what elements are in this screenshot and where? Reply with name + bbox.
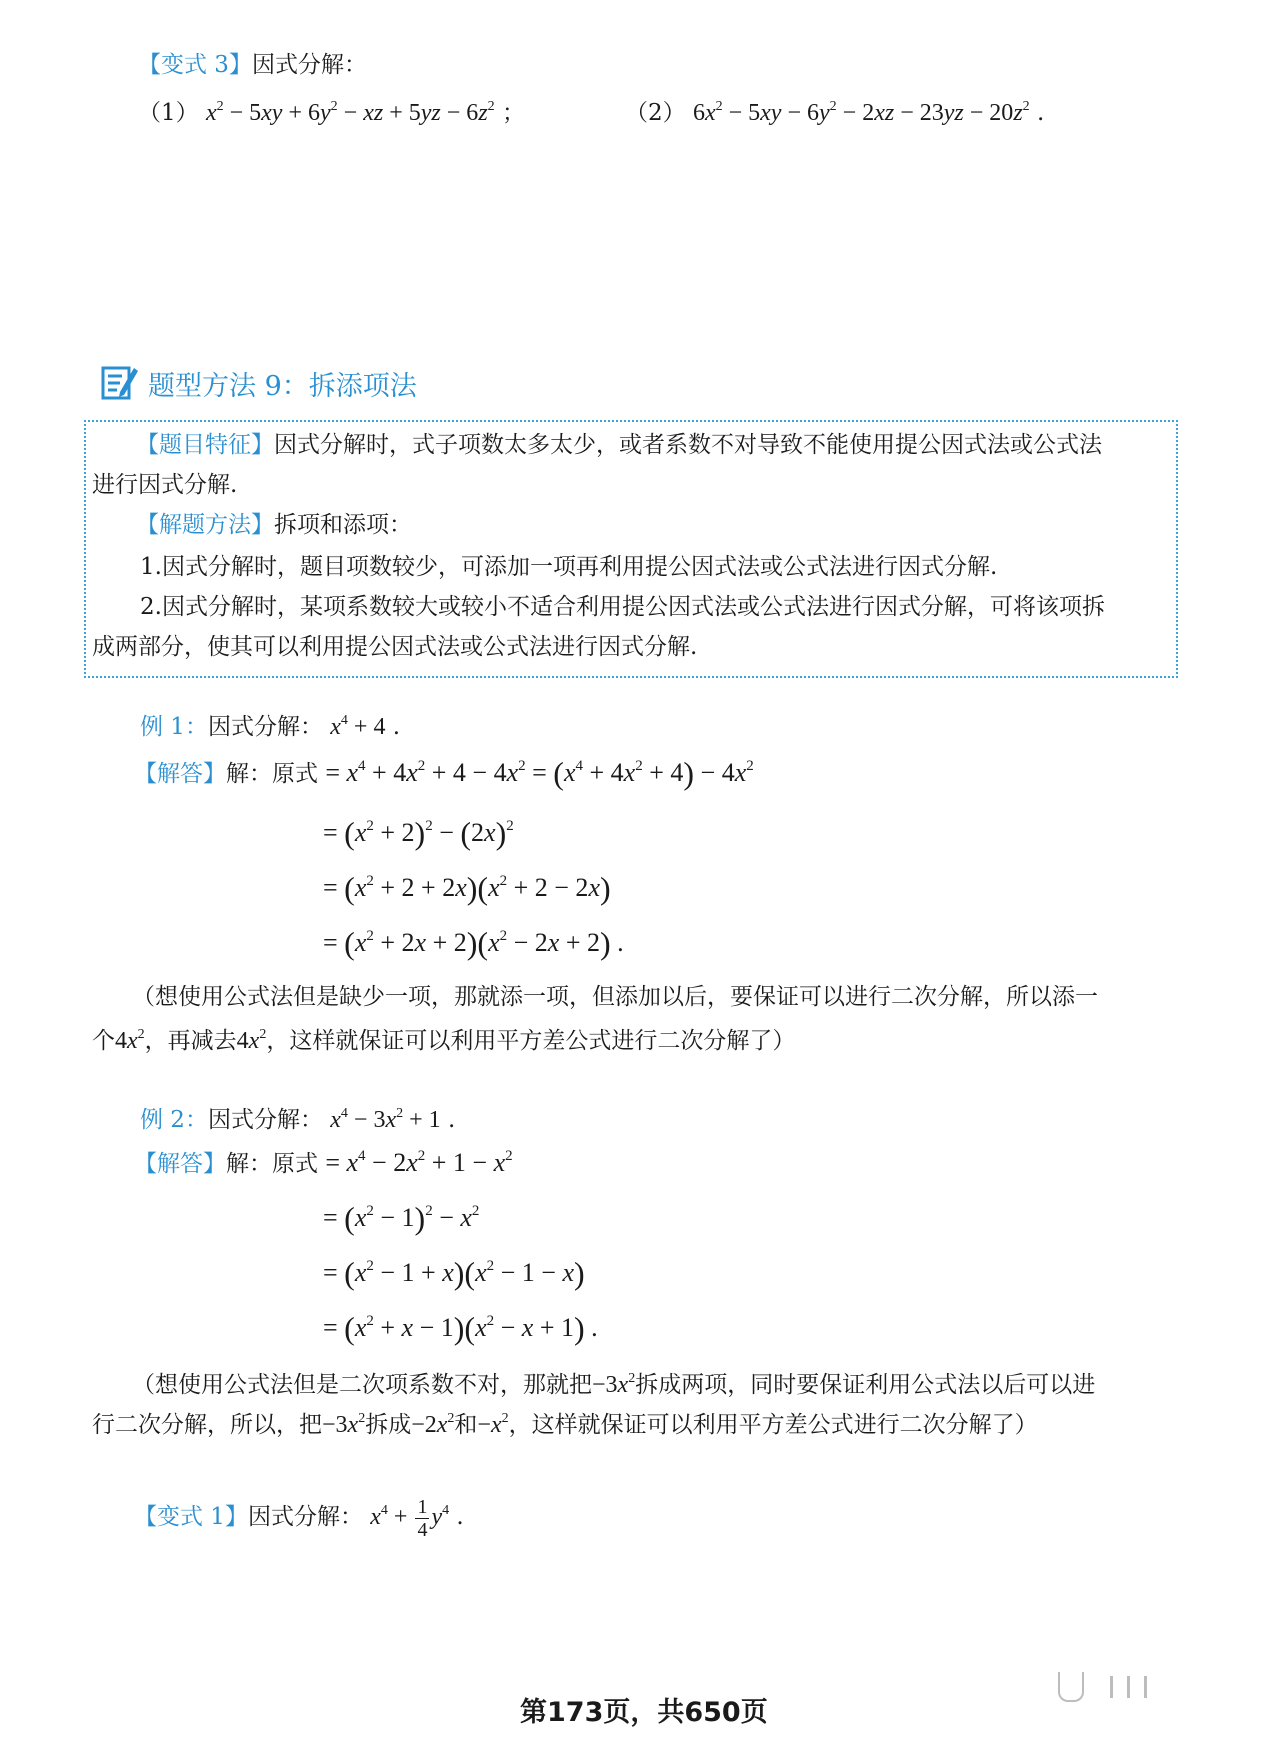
example2-note-d: 拆成 [365, 1412, 412, 1438]
variant3-problem-2: （2） $6x^2 - 5xy - 6y^2 - 2xz - 23yz - 20z^2$ . [625, 99, 1045, 126]
example1-note-term1: $4x^2$ [115, 1027, 145, 1054]
example1-note-term2: $4x^2$ [236, 1027, 267, 1054]
example2-note-c: 行二次分解，所以，把 [92, 1412, 322, 1438]
example2-answer-line [134, 1148, 513, 1179]
example2-note-a: （想使用公式法但是二次项系数不对，那就把 [132, 1372, 592, 1398]
example1-note-line2 [92, 1026, 795, 1056]
example2-prompt: 因式分解： [207, 1107, 323, 1133]
example2-formula: $x^4 - 3x^2 + 1$ [330, 1106, 441, 1133]
example1-step-0: = $x^4 + 4x^2 + 4 - 4x^2 = (x^4 + 4x^2 + 4) - 4x^2$ [325, 755, 754, 791]
method-line [136, 510, 412, 540]
example2-note-term1: $-3x^2$ [592, 1371, 636, 1398]
example2-note-line2 [92, 1410, 1038, 1440]
example2-heading: 例 2：因式分解： $x^4 - 3x^2 + 1$ . [140, 1106, 456, 1133]
example2-answer-tag: 【解答】 [134, 1151, 226, 1177]
example1-answer-lead: 解：原式 [226, 761, 318, 787]
variant1-tag: 【变式 1】 [134, 1504, 248, 1531]
example1-answer-tag: 【解答】 [134, 761, 226, 787]
variant3-heading [138, 50, 367, 80]
example2-step-3: = $(x^2 + x - 1)(x^2 - x + 1)$ . [323, 1310, 598, 1346]
example2-note-term3: $-2x^2$ [411, 1411, 455, 1438]
variant3-title: 因式分解： [251, 52, 367, 78]
variant3-p1-label: （1） [138, 100, 199, 126]
fraction-one-quarter: $\frac{1}{4}$ [417, 1496, 428, 1541]
example2-tag: 例 2： [140, 1107, 208, 1133]
edit-note-icon [100, 362, 140, 406]
example1-tag: 例 1： [140, 714, 208, 740]
example1-note-a: 个 [92, 1028, 115, 1054]
variant3-p2-label: （2） [625, 100, 686, 126]
example1-note-line1: （想使用公式法但是缺少一项，那就添一项，但添加以后，要保证可以进行二次分解，所以添一 [132, 984, 1098, 1010]
method-point-2-line1: 2.因式分解时，某项系数较大或较小不适合利用提公因式法或公式法进行因式分解，可将该项拆 [140, 594, 1105, 620]
variant3-tag: 【变式 3】 [138, 52, 252, 78]
section-title: 题型方法 9：拆添项法 [148, 371, 417, 402]
example1-note-c: ，这样就保证可以利用平方差公式进行二次分解了） [266, 1028, 796, 1054]
feature-tag: 【题目特征】 [136, 432, 274, 458]
variant1-line: 【变式 1】因式分解： $x^4$ + $\frac{1}{4}$ $y^4$ . [134, 1496, 464, 1541]
page-strip-icon [1110, 1676, 1161, 1702]
variant3-p2-formula: $6x^2 - 5xy - 6y^2 - 2xz - 23yz - 20z^2$ [692, 99, 1030, 126]
example2-step-0: = $x^4 - 2x^2 + 1 - x^2$ [325, 1148, 513, 1177]
example2-answer-lead: 解：原式 [226, 1151, 318, 1177]
variant1-formula: $x^4$ + $\frac{1}{4}$ $y^4$ [370, 1496, 450, 1541]
example2-note-b: 拆成两项，同时要保证利用公式法以后可以进 [635, 1372, 1096, 1398]
example2-note-line1 [132, 1370, 1095, 1400]
feature-line-1 [136, 430, 1102, 460]
variant1-prompt: 因式分解： [247, 1504, 363, 1531]
example1-step-2: = $(x^2 + 2 + 2x)(x^2 + 2 - 2x)$ [323, 870, 611, 906]
feature-text-2: 进行因式分解. [92, 472, 238, 498]
method-point-1: 1.因式分解时，题目项数较少，可添加一项再利用提公因式法或公式法进行因式分解. [140, 554, 998, 580]
variant3-problem-1: （1） $x^2 - 5xy + 6y^2$ − xz + $5yz - 6z^2$ ； [138, 99, 525, 126]
example2-note-term2: $-3x^2$ [322, 1411, 366, 1438]
example1-answer-line [134, 755, 754, 791]
example1-prompt: 因式分解： [207, 714, 323, 740]
example1-formula: $x^4 + 4$ [330, 713, 386, 740]
variant3-p1-formula: $x^2 - 5xy + 6y^2$ − xz + $5yz - 6z^2$ [205, 99, 495, 126]
page-number: 第173页，共650页 [520, 1697, 768, 1728]
method-point-2-line2: 成两部分，使其可以利用提公因式法或公式法进行因式分解. [92, 634, 698, 660]
example2-step-2: = $(x^2 - 1 + x)(x^2 - 1 - x)$ [323, 1255, 585, 1291]
method-tag: 【解题方法】 [136, 512, 274, 538]
example2-note-e: 和 [454, 1412, 478, 1438]
feature-text-1: 因式分解时，式子项数太多太少，或者系数不对导致不能使用提公因式法或公式法 [274, 432, 1102, 458]
example1-step-1: = $(x^2 + 2)^2 - (2x)^2$ [323, 815, 514, 851]
scroll-indicator-icon [1058, 1672, 1084, 1702]
example1-note-b: ，再减去 [144, 1028, 237, 1054]
example1-step-3: = $(x^2 + 2x + 2)(x^2 - 2x + 2)$ . [323, 925, 624, 961]
example2-step-1: = $(x^2 - 1)^2 - x^2$ [323, 1200, 480, 1236]
example1-heading: 例 1：因式分解： $x^4 + 4$ . [140, 713, 401, 740]
example2-note-term4: $-x^2$ [477, 1411, 509, 1438]
method-text: 拆项和添项： [274, 512, 412, 538]
example2-note-f: ，这样就保证可以利用平方差公式进行二次分解了） [508, 1412, 1038, 1438]
